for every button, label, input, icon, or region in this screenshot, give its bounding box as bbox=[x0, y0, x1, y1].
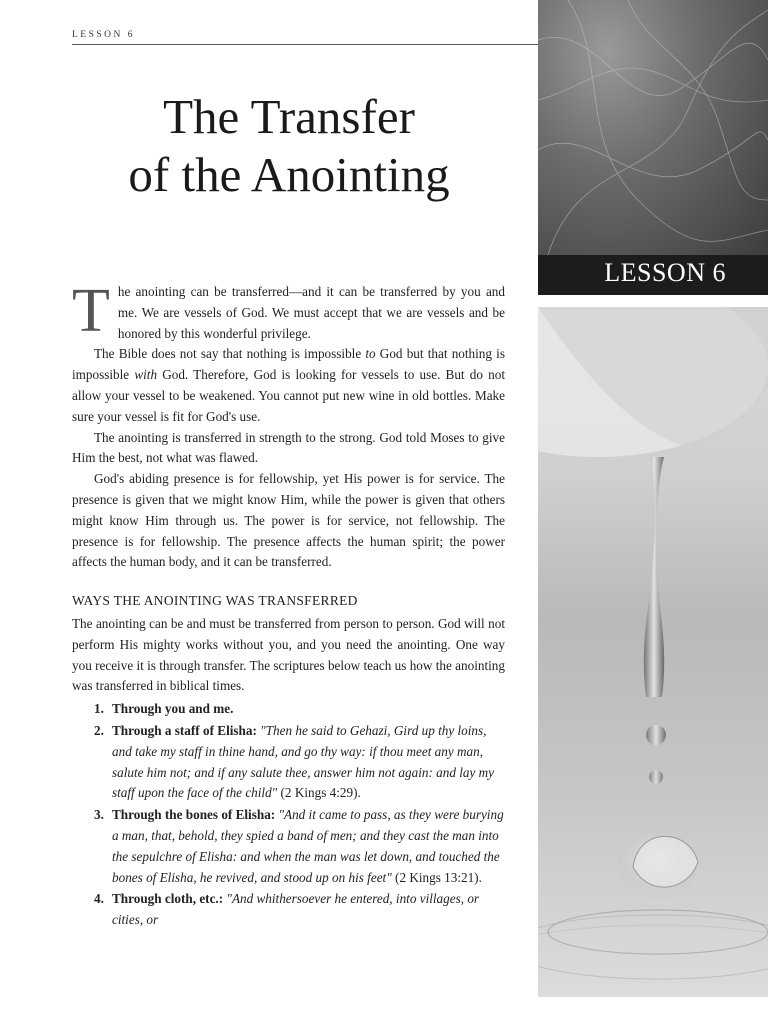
body-text bbox=[72, 277, 505, 932]
list-item-lead: Through a staff of Elisha: bbox=[112, 722, 261, 738]
list-item bbox=[72, 699, 505, 720]
drop-cap: T bbox=[72, 277, 110, 345]
water-drop-image bbox=[538, 307, 768, 997]
swirl-lines-graphic bbox=[538, 0, 768, 255]
intro-paragraph-1 bbox=[72, 277, 505, 345]
lesson-band bbox=[538, 255, 768, 295]
sidebar-gap bbox=[538, 295, 768, 307]
intro-paragraph-3: The anointing is transferred in strength to the strong. God told Moses to give Him the best, not what was flawed. bbox=[72, 429, 505, 466]
list-item-number: 3. bbox=[94, 807, 104, 823]
list-item-quote: "Then he said to Gehazi, Gird up thy loins, and take my staff in thine hand, and go thy way: if thou meet any man, salute him not; and if any salute thee, answer him not again: and lay my staff upon the face of the child" bbox=[112, 722, 495, 801]
list-item bbox=[72, 805, 505, 888]
intro-paragraph-4: God's abiding presence is for fellowship, yet His power is for service. The presence is given that we might know Him, while the power is given that others might know Him through us. The power is for service, not fellowship. The presence is for fellowship. The presence affects the human spirit; the power affects the human body, and it can be transferred. bbox=[72, 471, 505, 570]
list-item-number: 4. bbox=[94, 891, 104, 907]
section-heading: WAYS THE ANOINTING WAS TRANSFERRED bbox=[72, 593, 358, 609]
list-item-quote: "And it came to pass, as they were burying a man, that, behold, they spied a band of men; and they cast the man into the sepulchre of Elisha: and when the man was let down, and touched the bones of Elisha, he revived, and stood up on his feet" bbox=[112, 807, 504, 885]
list-item-quote: "And whithersoever he entered, into villages, or cities, or bbox=[112, 891, 480, 928]
page-title bbox=[60, 88, 518, 204]
ways-list bbox=[72, 699, 505, 931]
water-drop-graphic bbox=[538, 307, 768, 997]
intro-paragraph-1-text: he anointing can be transferred—and it can be transferred by you and me. We are vessels of God. We must accept that we are vessels and be honored by this wonderful privilege. bbox=[117, 284, 505, 341]
lesson-tag: LESSON 6 bbox=[604, 258, 726, 287]
list-item-lead: Through you and me. bbox=[112, 701, 234, 717]
list-item-number: 2. bbox=[94, 722, 104, 738]
list-item-lead: Through cloth, etc.: bbox=[112, 891, 227, 907]
list-item bbox=[72, 721, 505, 804]
list-item-reference: (2 Kings 4:29). bbox=[277, 785, 361, 801]
p2-part-c: God. Therefore, God is looking for vessels to use. But do not allow your vessel to be weakened. You cannot put new wine in old bottles. Make sure your vessel is fit for God's use. bbox=[72, 367, 505, 424]
list-item bbox=[72, 889, 505, 931]
section-paragraph: The anointing can be and must be transferred from person to person. God will not perform His mighty works without you, and you need the anointing. One way you receive it is through transfer. The scriptures below teach us how the anointing was transferred in biblical times. bbox=[72, 615, 505, 694]
p2-italic-to: to bbox=[365, 346, 376, 362]
title-line-2: of the Anointing bbox=[128, 147, 450, 202]
p2-italic-with: with bbox=[134, 367, 158, 383]
p2-part-b: God but that nothing is impossible bbox=[72, 346, 505, 383]
intro-paragraph-2 bbox=[72, 344, 505, 427]
list-item-number: 1. bbox=[94, 701, 104, 717]
list-item-lead: Through the bones of Elisha: bbox=[112, 807, 279, 823]
decorative-swirl-image bbox=[538, 0, 768, 255]
list-item-reference: (2 Kings 13:21). bbox=[391, 869, 482, 885]
p2-part-a: The Bible does not say that nothing is impossible bbox=[94, 346, 366, 362]
header-rule bbox=[72, 44, 538, 45]
title-line-1: The Transfer bbox=[163, 89, 415, 144]
running-header: LESSON 6 bbox=[72, 30, 136, 40]
